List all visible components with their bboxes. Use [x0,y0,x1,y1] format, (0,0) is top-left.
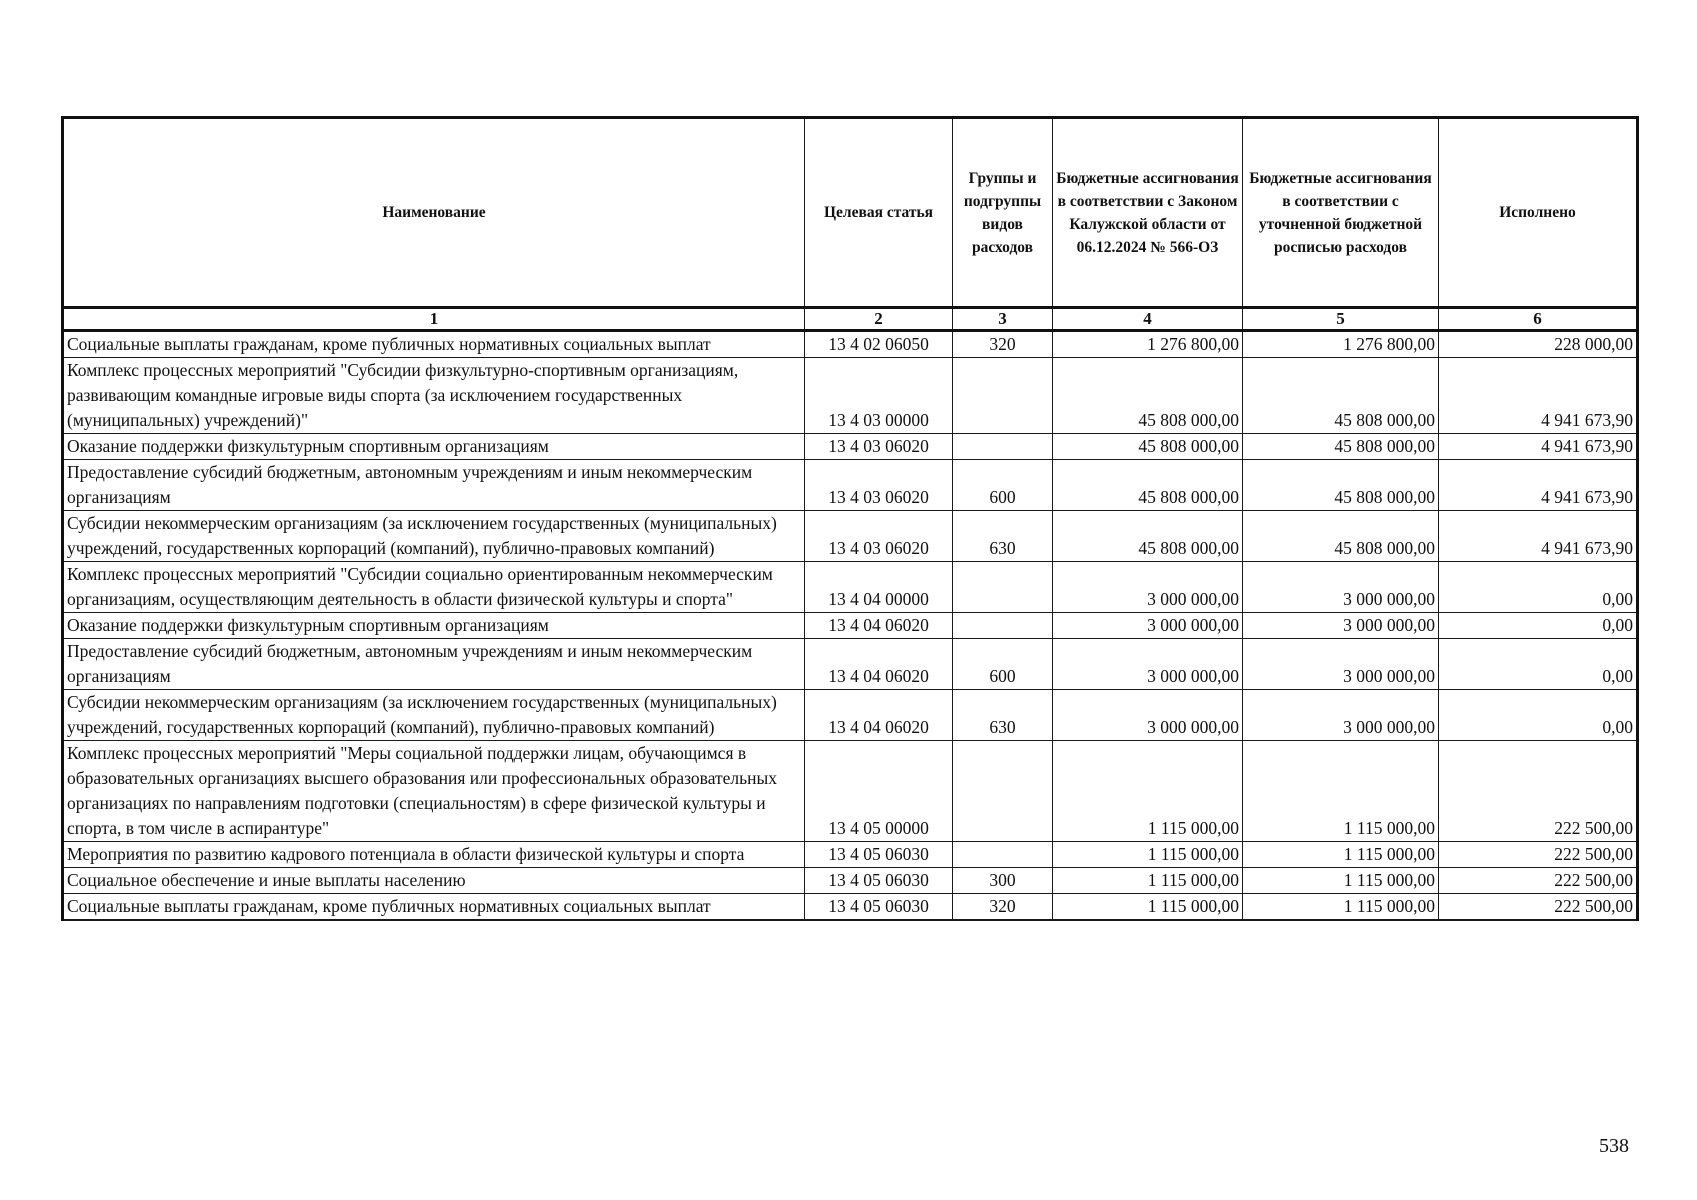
column-number-row [63,308,1638,331]
row-expense-group: 320 [953,331,1053,358]
table-row [63,868,1638,894]
row-revised-amount: 1 115 000,00 [1243,868,1439,894]
row-law-amount: 45 808 000,00 [1053,460,1243,511]
row-expense-group [953,434,1053,460]
row-revised-amount: 1 276 800,00 [1243,331,1439,358]
row-executed-amount: 4 941 673,90 [1439,460,1638,511]
row-law-amount: 1 115 000,00 [1053,842,1243,868]
row-name: Оказание поддержки физкультурным спортивным организациям [63,613,805,639]
row-target-article: 13 4 03 06020 [805,434,953,460]
row-name: Оказание поддержки физкультурным спортивным организациям [63,434,805,460]
row-expense-group: 630 [953,690,1053,741]
row-name: Социальные выплаты гражданам, кроме публичных нормативных социальных выплат [63,894,805,921]
column-number: 1 [63,308,805,331]
row-law-amount: 3 000 000,00 [1053,613,1243,639]
row-target-article: 13 4 04 06020 [805,639,953,690]
row-expense-group: 320 [953,894,1053,921]
row-executed-amount: 222 500,00 [1439,868,1638,894]
row-law-amount: 1 276 800,00 [1053,331,1243,358]
row-executed-amount: 4 941 673,90 [1439,434,1638,460]
row-law-amount: 3 000 000,00 [1053,562,1243,613]
row-law-amount: 45 808 000,00 [1053,358,1243,434]
row-executed-amount: 4 941 673,90 [1439,358,1638,434]
row-expense-group: 300 [953,868,1053,894]
row-revised-amount: 3 000 000,00 [1243,690,1439,741]
row-target-article: 13 4 04 06020 [805,613,953,639]
row-expense-group: 630 [953,511,1053,562]
column-number: 5 [1243,308,1439,331]
row-target-article: 13 4 02 06050 [805,331,953,358]
row-revised-amount: 3 000 000,00 [1243,613,1439,639]
row-revised-amount: 45 808 000,00 [1243,460,1439,511]
row-revised-amount: 45 808 000,00 [1243,434,1439,460]
row-expense-group: 600 [953,460,1053,511]
header-law-allocations: Бюджетные ассигнования в соответствии с Законом Калужской области от 06.12.2024 № 566-ОЗ [1053,118,1243,308]
table-row [63,562,1638,613]
row-expense-group [953,613,1053,639]
column-number: 2 [805,308,953,331]
row-name: Социальные выплаты гражданам, кроме публичных нормативных социальных выплат [63,331,805,358]
table-row [63,511,1638,562]
row-target-article: 13 4 04 00000 [805,562,953,613]
row-revised-amount: 1 115 000,00 [1243,894,1439,921]
row-revised-amount: 3 000 000,00 [1243,639,1439,690]
row-law-amount: 3 000 000,00 [1053,690,1243,741]
row-law-amount: 1 115 000,00 [1053,741,1243,842]
row-law-amount: 45 808 000,00 [1053,511,1243,562]
row-executed-amount: 4 941 673,90 [1439,511,1638,562]
table-row [63,331,1638,358]
table-row [63,894,1638,921]
table-header-row [63,118,1638,308]
row-name: Комплекс процессных мероприятий "Субсидии социально ориентированным некоммерческим организациям, осуществляющим деятельность в области физической культуры и спорта" [63,562,805,613]
column-number: 3 [953,308,1053,331]
row-revised-amount: 45 808 000,00 [1243,511,1439,562]
table-row [63,690,1638,741]
row-name: Социальное обеспечение и иные выплаты населению [63,868,805,894]
row-executed-amount: 222 500,00 [1439,842,1638,868]
row-law-amount: 3 000 000,00 [1053,639,1243,690]
row-name: Предоставление субсидий бюджетным, автономным учреждениям и иным некоммерческим организациям [63,460,805,511]
row-target-article: 13 4 05 06030 [805,842,953,868]
row-expense-group [953,562,1053,613]
row-name: Мероприятия по развитию кадрового потенциала в области физической культуры и спорта [63,842,805,868]
row-revised-amount: 3 000 000,00 [1243,562,1439,613]
row-expense-group [953,741,1053,842]
table-row [63,613,1638,639]
row-target-article: 13 4 04 06020 [805,690,953,741]
budget-table [61,116,1639,921]
row-executed-amount: 222 500,00 [1439,894,1638,921]
table-row [63,434,1638,460]
row-executed-amount: 0,00 [1439,639,1638,690]
row-target-article: 13 4 05 06030 [805,868,953,894]
row-law-amount: 1 115 000,00 [1053,868,1243,894]
row-target-article: 13 4 03 06020 [805,460,953,511]
row-law-amount: 1 115 000,00 [1053,894,1243,921]
column-number: 4 [1053,308,1243,331]
header-executed: Исполнено [1439,118,1638,308]
table-row [63,358,1638,434]
table-row [63,460,1638,511]
row-revised-amount: 1 115 000,00 [1243,741,1439,842]
row-revised-amount: 45 808 000,00 [1243,358,1439,434]
row-expense-group: 600 [953,639,1053,690]
table-row [63,639,1638,690]
row-name: Комплекс процессных мероприятий "Меры социальной поддержки лицам, обучающимся в образовательных организациях высшего образования или профессиональных образовательных организациях по направлениям подготовки (специальностям) в сфере физической культуры и спорта, в том числе в аспирантуре" [63,741,805,842]
row-name: Субсидии некоммерческим организациям (за исключением государственных (муниципальных) учреждений, государственных корпораций (компаний), публично-правовых компаний) [63,690,805,741]
row-name: Предоставление субсидий бюджетным, автономным учреждениям и иным некоммерческим организациям [63,639,805,690]
column-number: 6 [1439,308,1638,331]
row-target-article: 13 4 03 06020 [805,511,953,562]
row-name: Субсидии некоммерческим организациям (за исключением государственных (муниципальных) учреждений, государственных корпораций (компаний), публично-правовых компаний) [63,511,805,562]
row-name: Комплекс процессных мероприятий "Субсидии физкультурно-спортивным организациям, развивающим командные игровые виды спорта (за исключением государственных (муниципальных) учреждений)" [63,358,805,434]
row-executed-amount: 0,00 [1439,562,1638,613]
header-revised-allocations: Бюджетные ассигнования в соответствии с уточненной бюджетной росписью расходов [1243,118,1439,308]
page-number: 538 [1599,1135,1629,1157]
table-row [63,842,1638,868]
row-executed-amount: 0,00 [1439,690,1638,741]
header-target-article: Целевая статья [805,118,953,308]
row-executed-amount: 222 500,00 [1439,741,1638,842]
row-expense-group [953,842,1053,868]
row-executed-amount: 228 000,00 [1439,331,1638,358]
row-law-amount: 45 808 000,00 [1053,434,1243,460]
table-row [63,741,1638,842]
row-executed-amount: 0,00 [1439,613,1638,639]
table-body [63,331,1638,921]
header-expense-groups: Группы и подгруппы видов расходов [953,118,1053,308]
row-target-article: 13 4 03 00000 [805,358,953,434]
row-target-article: 13 4 05 00000 [805,741,953,842]
row-expense-group [953,358,1053,434]
row-target-article: 13 4 05 06030 [805,894,953,921]
row-revised-amount: 1 115 000,00 [1243,842,1439,868]
header-name: Наименование [63,118,805,308]
